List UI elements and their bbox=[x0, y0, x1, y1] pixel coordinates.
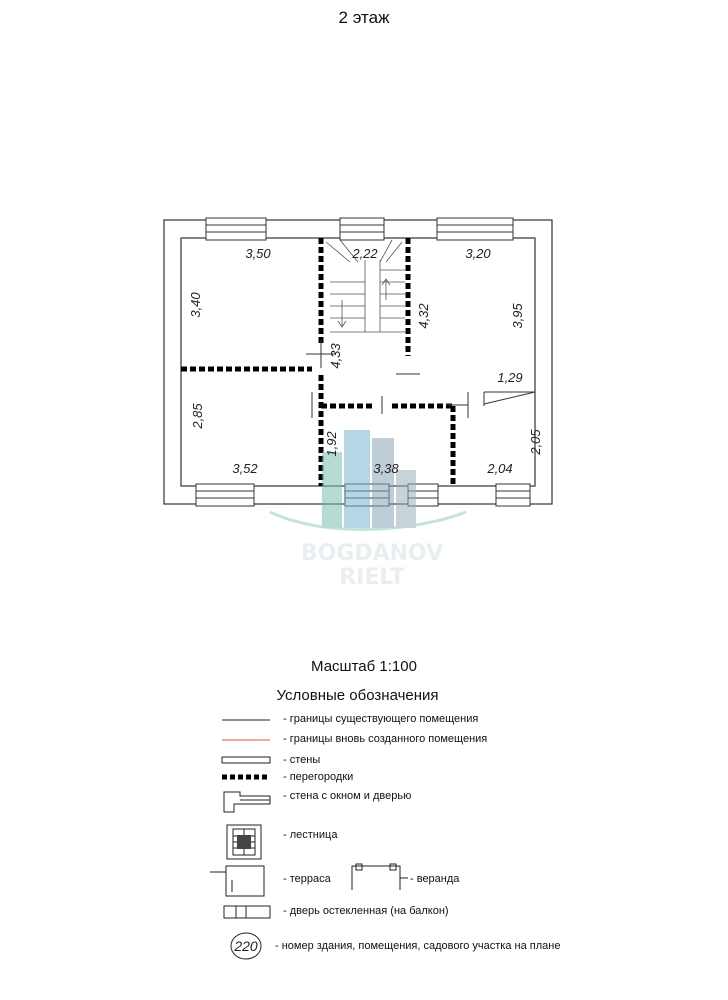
dimension-label: 3,52 bbox=[232, 461, 258, 476]
dimension-label: 3,95 bbox=[510, 303, 525, 329]
dimension-label: 3,38 bbox=[373, 461, 399, 476]
dimension-label: 3,20 bbox=[465, 246, 491, 261]
dimension-label: 1,92 bbox=[324, 431, 339, 457]
dimension-label: 3,40 bbox=[188, 292, 203, 318]
dimension-label: 4,32 bbox=[416, 303, 431, 329]
legend-item-new-boundary: - границы вновь созданного помещения bbox=[283, 733, 488, 745]
legend-item-number-label: - номер здания, помещения, садового участка на плане bbox=[275, 940, 561, 952]
legend-item-terrace: - терраса bbox=[283, 873, 331, 885]
legend-item-veranda: - веранда bbox=[410, 873, 460, 885]
legend-item-partitions: - перегородки bbox=[283, 771, 354, 783]
watermark-logo bbox=[270, 430, 466, 529]
dimension-label: 2,04 bbox=[487, 461, 513, 476]
dimension-label: 3,50 bbox=[245, 246, 271, 261]
legend-item-walls: - стены bbox=[283, 754, 321, 766]
floor-title: 2 этаж bbox=[338, 8, 390, 27]
legend-item-existing-boundary: - границы существующего помещения bbox=[283, 713, 479, 725]
legend-item-glazed-door: - дверь остекленная (на балкон) bbox=[283, 905, 449, 917]
legend-number-sample: 220 bbox=[234, 938, 258, 954]
dimension-label: 2,22 bbox=[352, 246, 378, 261]
legend-item-staircase: - лестница bbox=[283, 829, 338, 841]
partitions bbox=[181, 238, 455, 486]
scale-label: Масштаб 1:100 bbox=[311, 658, 417, 675]
dimension-label: 2,85 bbox=[190, 403, 205, 429]
legend-item-wall-window-door: - стена с окном и дверью bbox=[283, 790, 412, 802]
dimension-label: 2,05 bbox=[528, 429, 543, 455]
legend-title: Условные обозначения bbox=[276, 687, 439, 704]
dimension-label: 1,29 bbox=[497, 370, 523, 385]
watermark-text-line2: RIELT bbox=[339, 565, 405, 590]
watermark-text-line1: BOGDANOV bbox=[300, 541, 444, 566]
dimension-label: 4,33 bbox=[328, 343, 343, 369]
